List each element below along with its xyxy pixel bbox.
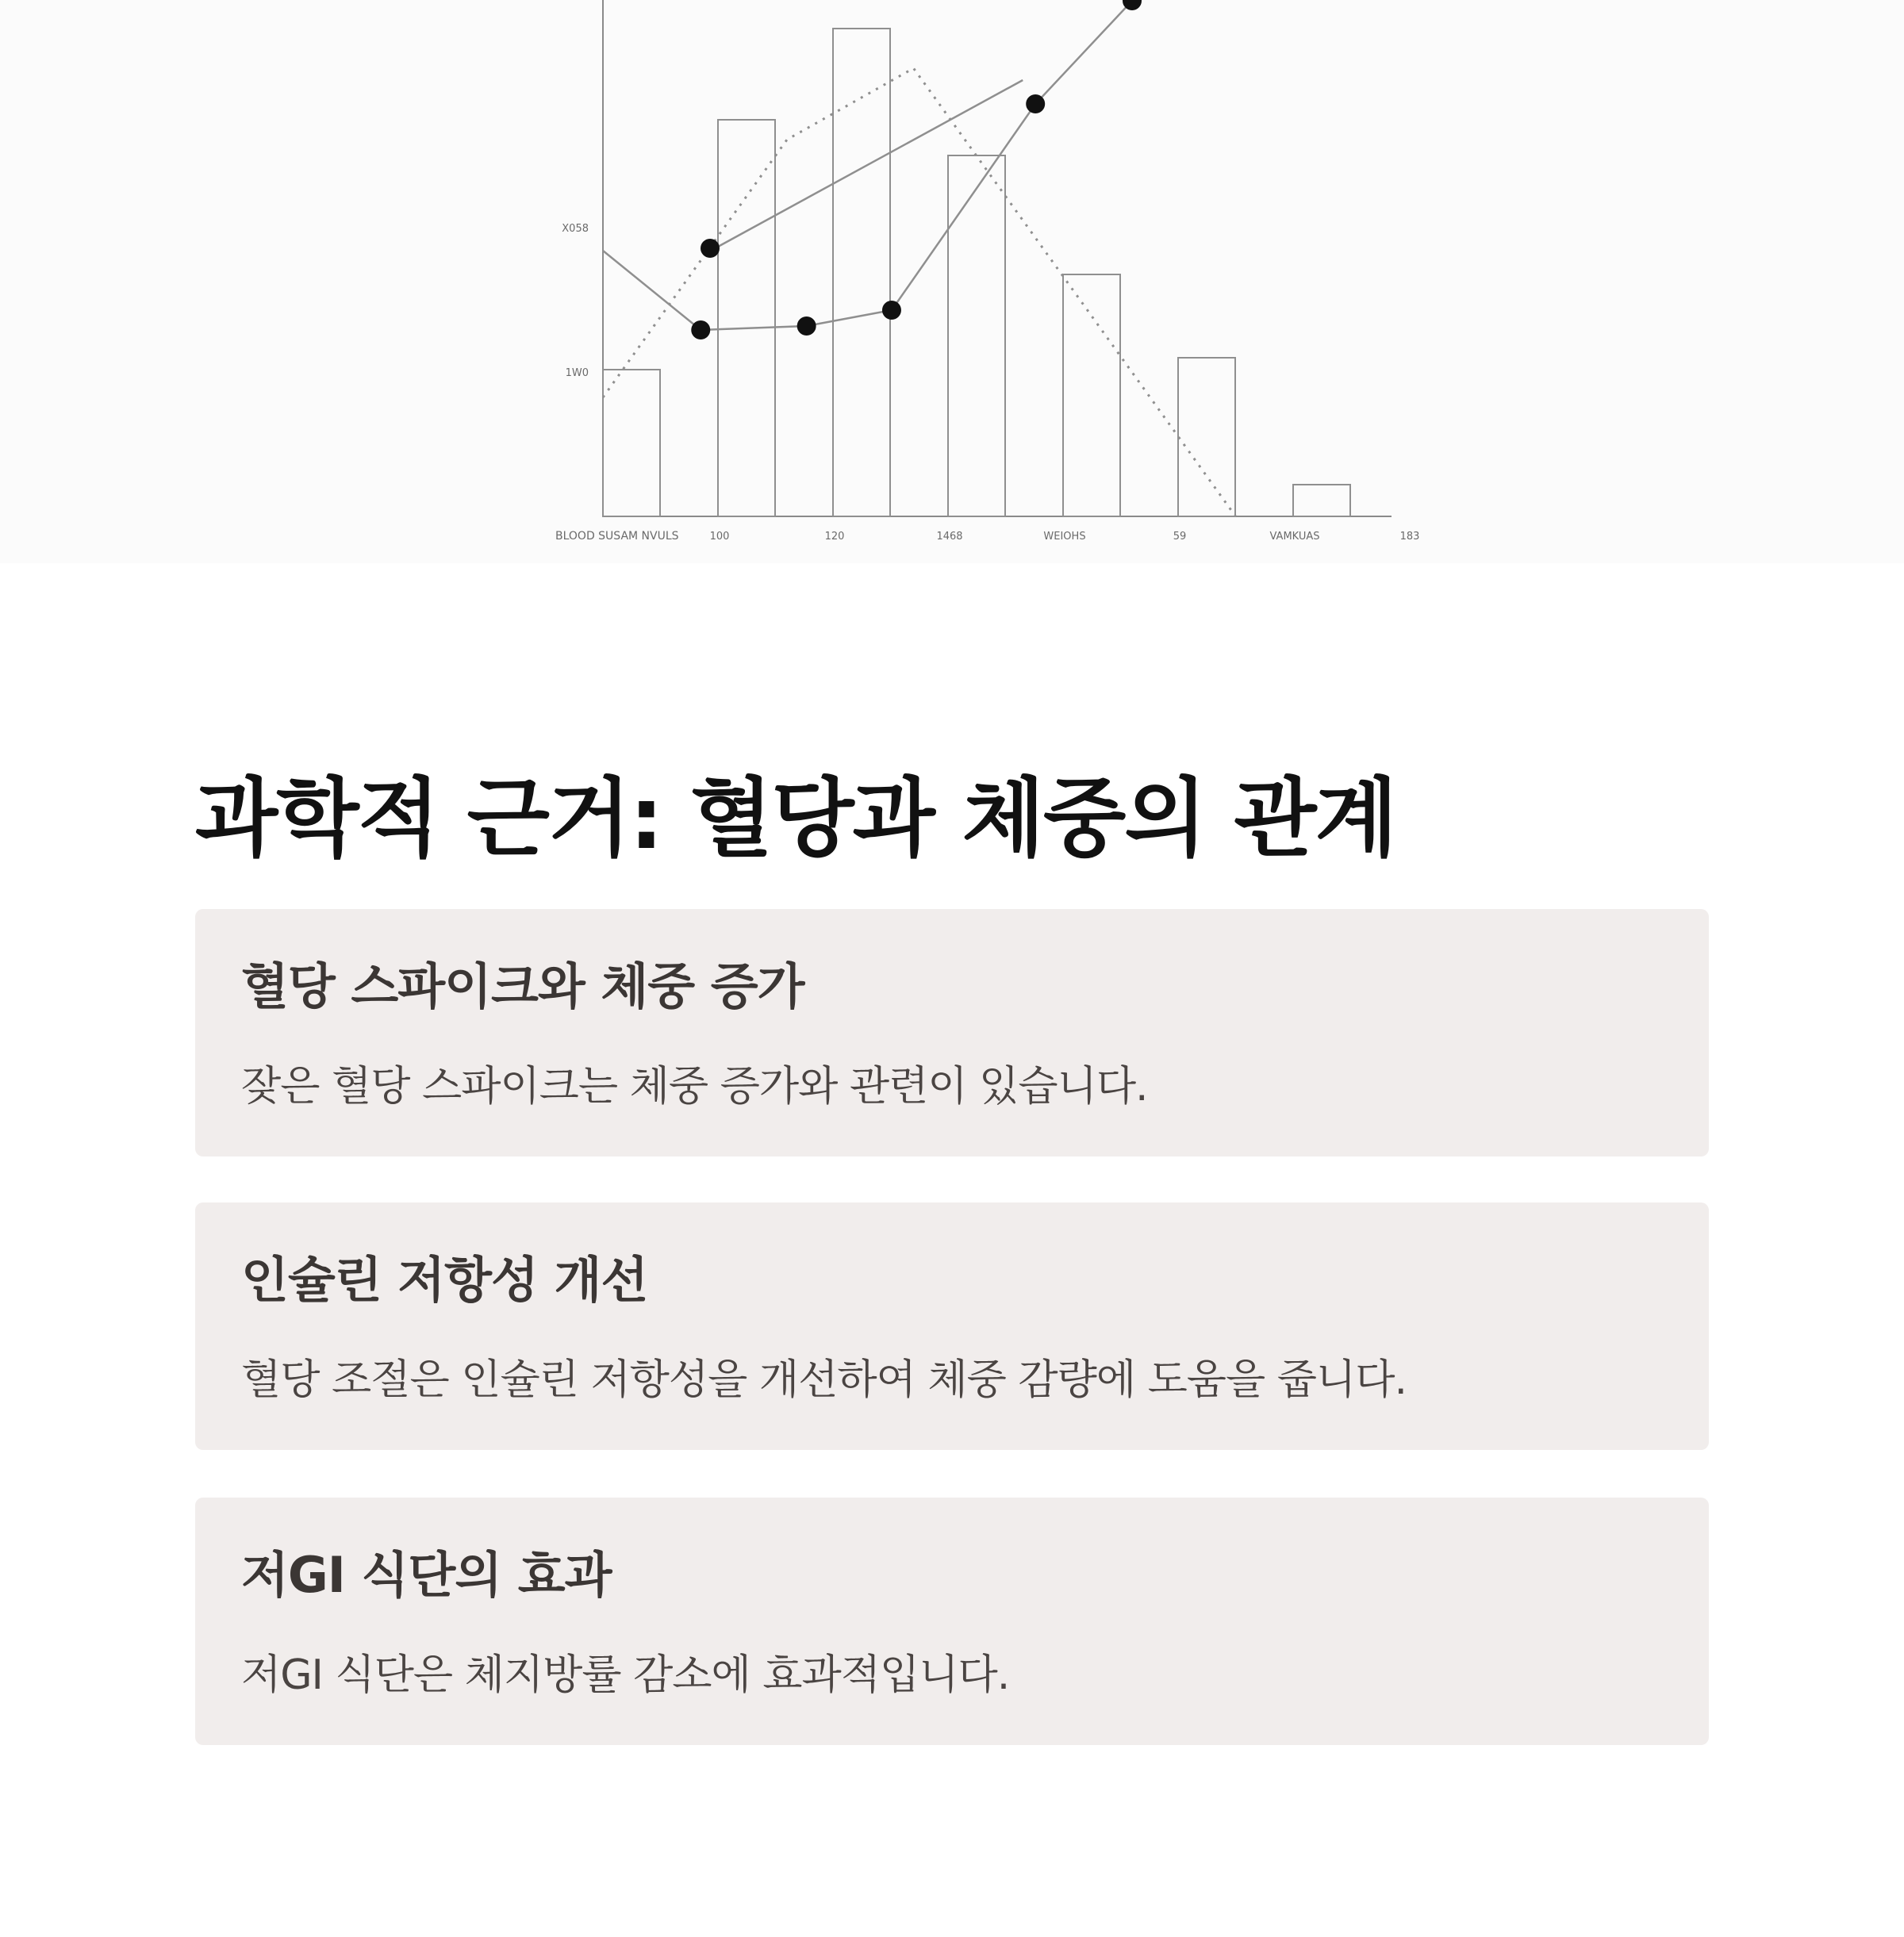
x-tick-label: 183 (1399, 531, 1420, 543)
x-tick-label: 59 (1173, 531, 1187, 543)
x-tick-label: VAMKUAS (1269, 531, 1320, 543)
chart-svg (0, 0, 1904, 563)
card-title: 저GI 식단의 효과 (241, 1546, 612, 1604)
card-low-gi-diet (195, 1498, 1709, 1745)
card-body: 혈당 조절은 인슐린 저항성을 개선하여 체중 감량에 도움을 줍니다. (241, 1356, 1407, 1404)
bar (1063, 274, 1120, 516)
x-tick-label: 100 (709, 531, 730, 543)
x-axis-label: BLOOD SUSAM NVULS (555, 530, 679, 543)
y-tick-label: 1W0 (565, 367, 589, 379)
series-line (603, 68, 1236, 516)
data-point (882, 301, 901, 320)
y-tick-label: X058 (562, 223, 589, 235)
card-title: 혈당 스파이크와 체중 증가 (241, 957, 804, 1015)
x-tick-label: 120 (824, 531, 845, 543)
card-body: 잦은 혈당 스파이크는 체중 증가와 관련이 있습니다. (241, 1063, 1148, 1110)
bar (833, 29, 890, 516)
data-point (701, 239, 720, 258)
card-insulin-resistance (195, 1202, 1709, 1450)
chart-illustration (0, 0, 1904, 563)
data-point (1026, 94, 1045, 113)
data-point (797, 316, 816, 336)
x-tick-label: WEIOHS (1043, 531, 1086, 543)
bar (1293, 485, 1350, 516)
section-title: 과학적 근거: 혈당과 체중의 관계 (195, 769, 1396, 869)
card-title: 인슐린 저항성 개선 (241, 1251, 648, 1309)
bar (948, 155, 1005, 516)
card-body: 저GI 식단은 체지방률 감소에 효과적입니다. (241, 1651, 1010, 1699)
x-tick-label: 1468 (936, 531, 963, 543)
bar (718, 120, 775, 516)
bar (1178, 358, 1235, 516)
card-blood-sugar-spike (195, 909, 1709, 1156)
bar (603, 370, 660, 516)
series-line (718, 80, 1023, 247)
data-point (691, 320, 710, 339)
